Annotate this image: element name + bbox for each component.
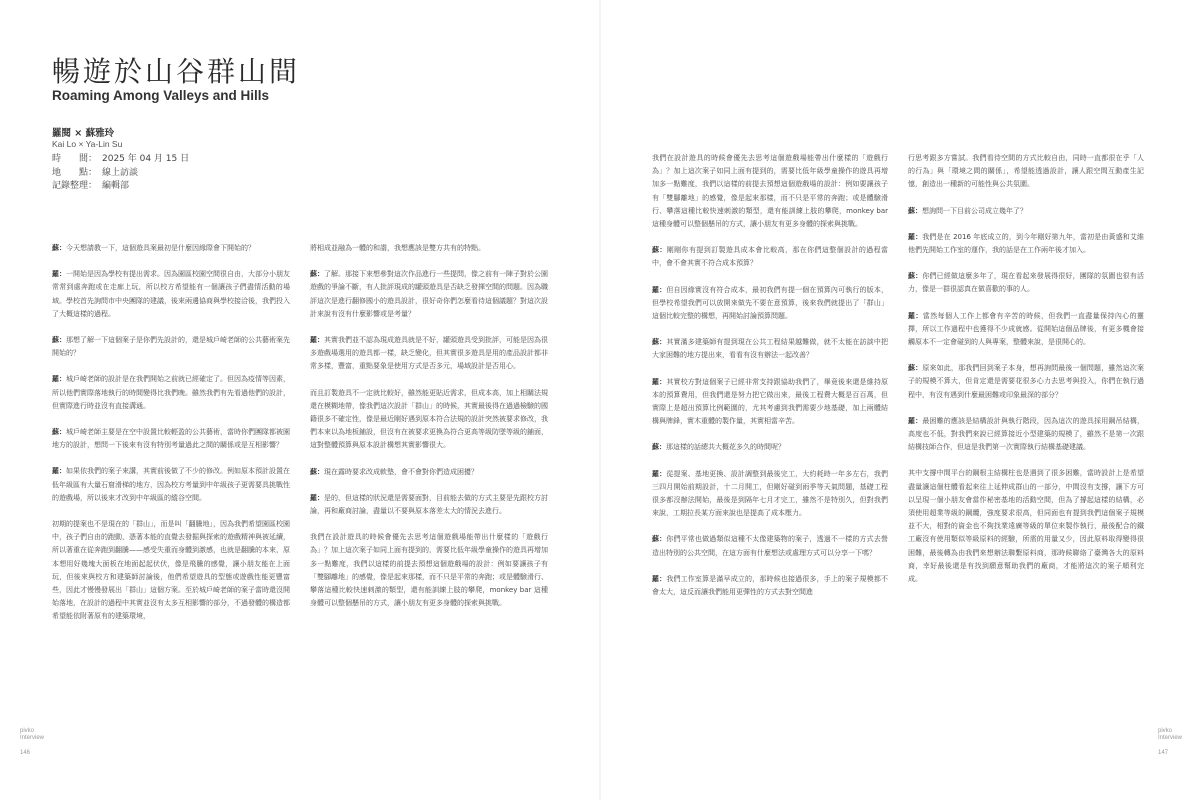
paragraph — [652, 244, 888, 270]
paragraph-text: 你們已經做這麼多年了，現在看起來發展得很好，團隊的氛圍也很有活力，像是一群很認真在做喜歡的事的人。 — [908, 272, 1144, 294]
paragraph — [652, 152, 888, 231]
speaker-label: 羅： — [652, 574, 667, 583]
paragraph — [908, 231, 1144, 257]
speaker-label: 羅： — [652, 377, 667, 386]
info-row-recorder: 記錄整理： 編輯部 — [52, 181, 130, 191]
paragraph-text: 城戶崎老師主要是在空中設置比較輕盈的公共藝術，當時你們團隊都被園地方的設計，想問一下後來有沒有特別考量過此之間的關係或是互相影響？ — [52, 428, 290, 450]
paragraph-text: 其中支撐中間平台的鋼根主結構柱也是遇到了很多困難，當時設計上是希望盡量讓這個柱體看起來往上延伸成群山的一部分，中間沒有支撐，讓下方可以呈現一個小朋友會當作秘密基地的活動空間，但為了撐起這樣的結構，必須使用超業等級的鋼纜，強度要求很高，但同面也有提到我們這個案子規模並不大，相對的資金也不夠找業遠廣等級的單位來製作執行，最後配合的鐵工廠沒有使用類似等級原料的經驗，所需的用量又少，因此原料取得變得很困難，最後轉為由我們來想辦法聯繫原料商，那時候聯絡了臺灣各大的原料商，幸好最後還是有找到願意幫助我們的廠商，才能將這次的案子順利完成。 — [908, 469, 1144, 584]
paragraph-text: 其實校方對這個案子已經非常支持跟協助我們了，畢竟後來還是維持原本的預算費用，但我們還是努力把它做出來，最後工程費大概是百百萬，但實際上是超出預算比例範圍的，尤其考慮到我們需要少地基礎，加上兩體結構與牌鋒，實木重體的製作量，其實相當辛苦。 — [652, 377, 888, 426]
paragraph-text: 其實滿多建築師有提到現在公共工程結果越難做，就不太能在訪談中把大家困難的地方提出來，看看有沒有辦法一起改善？ — [652, 338, 888, 360]
paragraph — [52, 373, 290, 413]
text-column-4 — [908, 152, 1144, 599]
paragraph-text: 現在露時要求改成軟墊，會不會對你們造成困擾？ — [324, 467, 478, 476]
speaker-label: 羅： — [52, 375, 66, 384]
paragraph-text: 是的，但這樣的狀況還是需要面對，目前能去做的方式主要是先跟校方討論，再和廠商討論，盡量以不要與原本落差太大的情況去進行。 — [310, 493, 548, 516]
footer-section-label: pivko Interview — [20, 728, 45, 741]
speaker-label: 蘇： — [52, 428, 66, 437]
paragraph-text: 當然每個人工作上都會有辛苦的時候，但我們一直盡量保持內心的靈擇，所以工作過程中也獲得不少成就感。從開始這個品牌後，有更多機會接觸原本不一定會碰到的人與專案，整體來說，是很開心的。 — [908, 311, 1145, 347]
paragraph — [908, 310, 1144, 350]
right-page — [600, 0, 1200, 800]
paragraph — [908, 270, 1144, 296]
interview-participants-zh: 羅閱 × 蘇雅玲 — [52, 128, 115, 139]
paragraph-text: 我們在設計遊具的時候會優先去思考這個遊戲場能帶出什麼樣的「遊戲行為」？加上這次案子如同上面有提到的，需要比低年級學童操作的遊具再增加多一點難度，我們以這樣的前提去預想這個遊戲場的設計：例如要讓孩子有「雙腳離地」的感覺，像是起來那樣，而不只是平常的奔跑；或是體驗滑行、攀落這種比較快速刺激的類型，還有能訓練上肢的攀爬，monkey bar 這種身體可以整個懸吊的方式，讓小朋友有更多身體的探索與挑戰。 — [310, 533, 548, 608]
speaker-label: 蘇： — [310, 467, 324, 476]
paragraph-text: 我們是在 2016 年底成立的，到今年剛好第九年，當初是由黃盛和艾維他們先開始工作室的運作，我的話是在工作兩年後才加入。 — [908, 232, 1145, 255]
paragraph-text: 今天想請教一下，這個遊具案最初是什麼因緣際會下開始的？ — [66, 244, 255, 252]
speaker-label: 羅： — [908, 311, 923, 320]
paragraph — [652, 441, 888, 454]
speaker-label: 羅： — [652, 285, 667, 294]
paragraph-text: 那想了解一下這個案子是你們先設計的，還是城戶崎老師的公共藝術案先開始的？ — [52, 336, 290, 358]
text-column-1 — [52, 242, 290, 637]
paragraph-text: 那這樣的話總共大概花多久的時間呢？ — [666, 443, 785, 452]
paragraph — [908, 205, 1144, 218]
speaker-label: 蘇： — [652, 443, 666, 452]
paragraph-text: 想詢問一下目前公司成立幾年了？ — [922, 206, 1027, 215]
text-column-3 — [652, 152, 888, 612]
paragraph-text: 將相成並融為一體的和諧，我想應該是雙方共有的特點。 — [310, 244, 485, 252]
info-row-time: 時 間： 2025 年 04 月 15 日 — [52, 154, 190, 164]
paragraph-text: 原來如此，那我們回到案子本身，想再詢問最後一個問題，雖然這次案子的規模不算大，但肯定還是需要花很多心力去思考與投入，你們在執行過程中，有沒有遇到什麼最困難或印象最深的部分？ — [908, 364, 1144, 399]
speaker-label: 羅： — [52, 270, 66, 279]
paragraph-text: 如果依我們的案子來講，其實前後做了不少的修改。例如原本預計設置在低年級區有大量石窟滑梯的地方，因為校方考量到中年級孩子更需要具挑戰性的遊戲場，所以後來才改到中年級區的縱谷空間。 — [52, 467, 290, 502]
paragraph-text: 行思考跟多方嘗試。我們看待空間的方式比較自由，同時一直都很在乎「人的行為」與「環境之間的關係」，希望能透過設計，讓人跟空間互動產生記憶，創造出一種新的可能性與公共氛圍。 — [908, 154, 1144, 189]
paragraph — [310, 466, 548, 479]
speaker-label: 蘇： — [908, 272, 923, 281]
paragraph — [652, 533, 888, 559]
paragraph — [908, 152, 1144, 192]
info-row-place: 地 點： 線上訪談 — [52, 167, 139, 178]
paragraph-text: 但自因緣實沒有符合成本，最初我們有提一個在預算內可執行的版本，但學校希望我們可以放開來做先不要在意預算，後來我們就提出了「群山」這個比較完整的構想，再開始討論預算問題。 — [652, 285, 888, 321]
paragraph-text: 了解。那接下來想參對這次作品進行一些提問，像之前有一陣子對於公園遊戲的爭論不斷，有人批評現成的罐頭遊具是否缺乏發揮空間的問題。因為職評這次是進行翻修國小的遊具設計，很好奇你們怎麼看待這個議題？對這次設計來說有沒有什麼影響或是考量？ — [310, 270, 548, 318]
paragraph-text: 城戶崎老師的設計是在我們開始之前就已經確定了。但因為疫情等因素，所以他們實際落地執行的時間變得比我們晚。雖然我們有先看過他們的設計，但實際進行時並沒有直接溝通。 — [52, 375, 290, 410]
interview-info — [52, 153, 189, 194]
paragraph — [310, 268, 548, 321]
paragraph-text: 一開始是因為學校有提出需求。因為園區校園空間很自由，大部分小朋友常常到處奔跑或在走廊上玩，所以校方希望能有一個讓孩子們盡情活動的場域。學校首先詢問市中央團隊的建議，後來兩邊協商與學校接洽後，我們投入了大概這樣的過程。 — [52, 270, 290, 318]
paragraph-text: 剛剛你有提到訂製遊具成本會比較高，那在你們這整個設計的過程當中，會不會其實不符合成本預算？ — [652, 246, 889, 268]
speaker-label: 羅： — [908, 232, 923, 241]
paragraph — [52, 426, 290, 452]
footer-section-label: pivko Interview — [1158, 728, 1183, 741]
paragraph — [652, 336, 888, 362]
paragraph-text: 其實我們並不認為現成遊具就是不好，罐頭遊具受到批評，可能是因為很多遊戲場選用的遊具都一樣，缺乏變化，但其實很多遊具是用的產品設計都非常多樣，豐富，重點要象是使用方式是否多元，場域設計是否用心。 — [310, 336, 548, 371]
paragraph — [652, 573, 888, 599]
speaker-label: 蘇： — [652, 246, 667, 255]
speaker-label: 蘇： — [310, 270, 324, 279]
speaker-label: 蘇： — [652, 338, 667, 347]
speaker-label: 蘇： — [908, 206, 922, 215]
article-title-zh: 暢遊於山谷群山間 — [52, 55, 301, 88]
paragraph — [652, 468, 888, 521]
speaker-label: 羅： — [310, 493, 324, 502]
page-number: 147 — [1158, 750, 1169, 756]
paragraph — [652, 376, 888, 429]
speaker-label: 羅： — [310, 336, 324, 345]
paragraph — [310, 531, 548, 610]
paragraph — [310, 242, 548, 255]
paragraph-text: 我們在設計遊具的時候會優先去思考這個遊戲場能帶出什麼樣的「遊戲行為」？加上這次案子如同上面有提到的，需要比低年級學童操作的遊具再增加多一點難度，我們以這樣的前提去預想這個遊戲場的設計：例如要讓孩子有「雙腳離地」的感覺，像是起來那樣，而不只是平常的奔跑；或是體驗滑行、攀落這種比較快速刺激的類型，還有能訓練上肢的攀爬，monkey bar 這種身體可以整個懸吊的方式，讓小朋友有更多身體的探索與挑戰。 — [652, 154, 888, 229]
paragraph — [52, 518, 290, 624]
paragraph — [52, 465, 290, 505]
paragraph-text: 我們工作室算是滿早成立的，那時候也接過很多，手上的案子規模都不會太大，這反而讓我們能用更彈性的方式去對空間進 — [652, 574, 888, 597]
paragraph-text: 最困難的應該是結構設計與執行階段，因為這次的遊具採用鋼吊結構，高度也不低，對我們來說已經算接近小型建築的規模了，雖然不是第一次跟結構技師合作，但這是我們第一次實際執行結構基礎建議。 — [908, 416, 1144, 452]
paragraph — [52, 242, 290, 255]
paragraph — [52, 268, 290, 321]
speaker-label: 蘇： — [908, 364, 923, 373]
paragraph — [908, 467, 1144, 586]
paragraph — [908, 362, 1144, 402]
text-column-2 — [310, 242, 548, 623]
interview-participants-en: Kai Lo × Ya-Lin Su — [52, 139, 123, 149]
speaker-label: 羅： — [908, 416, 923, 425]
paragraph-text: 你們平常也做過類似這種不太像建築物的案子，透過不一樣的方式去營造出特別的公共空間，在這方面有什麼想法或處理方式可以分享一下嗎？ — [652, 535, 888, 557]
paragraph — [52, 334, 290, 360]
speaker-label: 羅： — [52, 467, 66, 476]
paragraph-text: 而且訂製遊具不一定就比較好，雖然能更貼近需求，但成本高，加上相關法規還在模糊地帶，像我們這次設計「群山」的時候，其實最後得在過過檢驗的國籍很多不確定性，像是最近剛好遇到原本符合法規的設計突然被要求修改，我們本來以為地板鋪設，但沒有在被要求更換為符合更高等級防墜等級的鋪面，這對整體預算與原本設計構想其實影響很大。 — [310, 388, 548, 450]
paragraph — [652, 284, 888, 324]
speaker-label: 蘇： — [52, 336, 66, 345]
speaker-label: 蘇： — [652, 535, 667, 544]
paragraph — [310, 492, 548, 518]
page-number: 146 — [20, 750, 31, 756]
paragraph-text: 初期的提案也不是現在的「群山」，而是叫「翻騰地」，因為我們希望園區校園中，孩子們自由的跑動，憑著本能的直覺去發掘與探索的遊戲精神與被延續，所以著重在從奔跑到翻騰——感受失重而身體到激感，也就是翻騰的本來，原本想用好幾塊大面板在地面起起伏伏，像是飛騰的感覺，讓小朋友能在上面玩，但後來與校方和建築師討論後，他們希望遊具的型態或遊戲性能更豐富些，因此才慢慢發展出「群山」這個方案。至於城戶崎老師的案子當時還沒開始落地，在設計的過程中其實並沒有太多互相影響的部分，不過發體的構造都希望能依附著原有的建築環境， — [52, 520, 290, 621]
article-title-en: Roaming Among Valleys and Hills — [52, 88, 270, 103]
paragraph — [310, 387, 548, 453]
paragraph-text: 從提案、基地更換、設計調整到最後完工，大約耗時一年多左右，我們三四月開始前期設計，十二月開工，但剛好碰到雨季等天氣問題，基礎工程很多都沒辦法開始，最後是到隔年七月才完工，雖然不是特別久，但對我們來說，工期拉長某方面來說也是提高了成本壓力。 — [652, 469, 888, 518]
speaker-label: 蘇： — [52, 244, 66, 252]
speaker-label: 羅： — [652, 469, 667, 478]
paragraph — [310, 334, 548, 374]
paragraph — [908, 415, 1144, 455]
